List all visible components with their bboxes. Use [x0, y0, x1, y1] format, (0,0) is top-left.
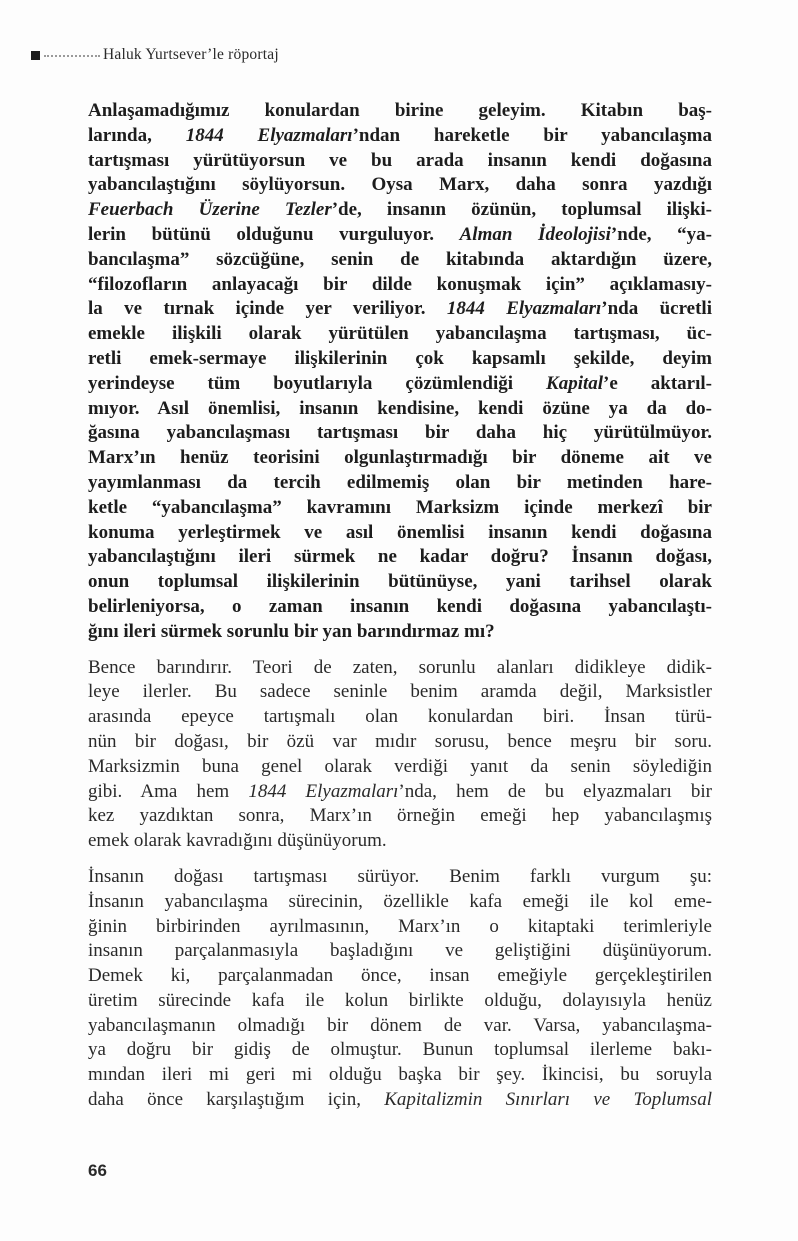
text-line — [88, 223, 712, 248]
text-line — [88, 149, 712, 174]
book-title-italic: Kapitalizmin Sınırları ve Toplumsal — [384, 1089, 712, 1111]
text-segment: emek olarak kavradığını düşünüyorum. — [88, 830, 387, 852]
text-line — [88, 297, 712, 322]
text-segment: retli emek-sermaye ilişkilerinin çok kapsamlı şekilde, deyim — [88, 347, 712, 369]
text-line — [88, 705, 712, 730]
text-line — [88, 1063, 712, 1088]
text-segment: arasında epeyce tartışmalı olan konulardan biri. İnsan türü- — [88, 706, 712, 728]
text-line — [88, 989, 712, 1014]
text-segment: “filozofların anlayacağı bir dilde konuşmak için” açıklamasıy- — [88, 273, 712, 295]
running-header — [31, 48, 279, 62]
text-segment: mından ileri mi geri mi olduğu başka bir şey. İkincisi, bu soruyla — [88, 1064, 712, 1086]
text-segment: üretim sürecinde kafa ile kolun birlikte olduğu, dolayısıyla henüz — [88, 989, 712, 1011]
text-segment: Marksizmin buna genel olarak verdiği yanıt da senin söylediğin — [88, 755, 712, 777]
text-line — [88, 780, 712, 805]
text-segment: Demek ki, parçalanmadan önce, insan emeğiyle gerçekleştirilen — [88, 965, 712, 987]
text-segment: yabancılaştığını ileri sürmek ne kadar doğru? İnsanın doğası, — [88, 546, 712, 568]
text-line — [88, 755, 712, 780]
text-line — [88, 804, 712, 829]
answer-paragraph — [88, 656, 712, 854]
book-title-italic: Feuerbach Üzerine Tezler — [88, 199, 332, 221]
text-segment: ’nda ücretli — [601, 298, 712, 320]
text-segment: emekle ilişkili olarak yürütülen yabancılaşma tartışması, üc- — [88, 323, 712, 345]
text-segment: ’nda, hem de bu elyazmaları bir — [398, 780, 713, 802]
text-segment: konuma yerleştirmek ve asıl önemlisi insanın kendi doğasına — [88, 521, 712, 543]
text-line — [88, 397, 712, 422]
text-line — [88, 890, 712, 915]
text-line — [88, 248, 712, 273]
text-line — [88, 322, 712, 347]
text-segment: insanın parçalanmasıyla başladığını ve geliştiğini düşünüyorum. — [88, 940, 712, 962]
text-line — [88, 1088, 712, 1113]
dotted-leader — [44, 55, 100, 57]
text-segment: nün bir doğası, bir özü var mıdır sorusu, bence meşru bir soru. — [88, 730, 712, 752]
text-segment: yabancılaşmanın olmadığı bir dönem de var. Varsa, yabancılaşma- — [88, 1014, 712, 1036]
text-segment: belirleniyorsa, o zaman insanın kendi doğasına yabancılaştı- — [88, 595, 712, 617]
text-segment: ğinin birbirinden ayrılmasının, Marx’ın o kitaptaki terimleriyle — [88, 915, 712, 937]
text-line — [88, 446, 712, 471]
text-segment: kez yazdıktan sonra, Marx’ın örneğin emeği hep yabancılaşmış — [88, 805, 712, 827]
text-line — [88, 730, 712, 755]
text-segment: Bence barındırır. Teori de zaten, sorunlu alanları didikleye didik- — [88, 656, 712, 678]
text-segment: daha önce karşılaştığım için, — [88, 1089, 385, 1111]
text-line — [88, 570, 712, 595]
text-line — [88, 521, 712, 546]
text-line — [88, 680, 712, 705]
text-segment: bancılaşma” sözcüğüne, senin de kitabında aktardığın üzere, — [88, 248, 712, 270]
text-line — [88, 273, 712, 298]
text-line — [88, 421, 712, 446]
text-line — [88, 656, 712, 681]
text-segment: Anlaşamadığımız konulardan birine geleyim. Kitabın baş- — [88, 100, 712, 121]
text-line — [88, 829, 712, 854]
text-segment: ’ndan hareketle bir yabancılaşma — [352, 124, 712, 146]
text-segment: ’de, insanın özünün, toplumsal ilişki- — [331, 199, 712, 221]
running-header-title: Haluk Yurtsever’le röportaj — [103, 46, 279, 63]
text-line — [88, 347, 712, 372]
interviewer-question-paragraph — [88, 99, 712, 645]
text-line — [88, 939, 712, 964]
text-line — [88, 595, 712, 620]
book-title-italic: Kapital — [546, 372, 604, 394]
text-line — [88, 915, 712, 940]
text-segment: ’nde, “ya- — [610, 223, 712, 245]
text-segment: mıyor. Asıl önemlisi, insanın kendisine, kendi özüne ya da do- — [88, 397, 712, 419]
text-segment: leye ilerler. Bu sadece seninle benim aramda değil, Marksistler — [88, 681, 712, 703]
text-line — [88, 173, 712, 198]
text-segment: ya doğru bir gidiş de olmuştur. Bunun toplumsal ilerleme bakı- — [88, 1039, 712, 1061]
text-segment: onun toplumsal ilişkilerinin bütünüyse, yani tarihsel olarak — [88, 571, 712, 593]
text-segment: ğasına yabancılaşması tartışması bir daha hiç yürütülmüyor. — [88, 422, 712, 444]
text-line — [88, 620, 712, 645]
text-segment: yerindeyse tüm boyutlarıyla çözümlendiği — [88, 372, 547, 394]
answer-paragraph — [88, 865, 712, 1113]
text-segment: yayımlanması da tercih edilmemiş olan bir metinden hare- — [88, 471, 712, 493]
text-segment: İnsanın doğası tartışması sürüyor. Benim farklı vurgum şu: — [88, 865, 712, 887]
text-line — [88, 545, 712, 570]
book-title-italic: 1844 Elyazmaları — [446, 298, 602, 320]
text-line — [88, 471, 712, 496]
text-line — [88, 372, 712, 397]
page-body — [88, 99, 712, 1124]
text-segment: yabancılaştığını söylüyorsun. Oysa Marx, daha sonra yazdığı — [88, 174, 712, 196]
text-segment: tartışması yürütüyorsun ve bu arada insanın kendi doğasına — [88, 149, 712, 171]
text-line — [88, 964, 712, 989]
text-line — [88, 198, 712, 223]
text-segment: larında, — [88, 124, 186, 146]
text-line — [88, 496, 712, 521]
page-number: 66 — [88, 1161, 107, 1180]
text-line — [88, 865, 712, 890]
text-line — [88, 1014, 712, 1039]
text-segment: ğını ileri sürmek sorunlu bir yan barındırmaz mı? — [88, 620, 495, 642]
text-segment: ketle “yabancılaşma” kavramını Marksizm içinde merkezî bir — [88, 496, 712, 518]
text-line — [88, 1038, 712, 1063]
square-bullet-icon — [31, 51, 40, 60]
text-segment: Marx’ın henüz teorisini olgunlaştırmadığı bir döneme ait ve — [88, 447, 712, 469]
book-title-italic: 1844 Elyazmaları — [185, 124, 353, 146]
text-segment: lerin bütünü olduğunu vurguluyor. — [88, 223, 460, 245]
text-segment: ’e aktarıl- — [603, 372, 712, 394]
text-segment: la ve tırnak içinde yer veriliyor. — [88, 298, 447, 320]
text-line — [88, 99, 712, 124]
book-title-italic: Alman İdeolojisi — [459, 223, 611, 245]
text-line — [88, 124, 712, 149]
text-segment: İnsanın yabancılaşma sürecinin, özellikle kafa emeği ile kol eme- — [88, 890, 712, 912]
book-title-italic: 1844 Elyazmaları — [248, 780, 399, 802]
text-segment: gibi. Ama hem — [88, 780, 249, 802]
